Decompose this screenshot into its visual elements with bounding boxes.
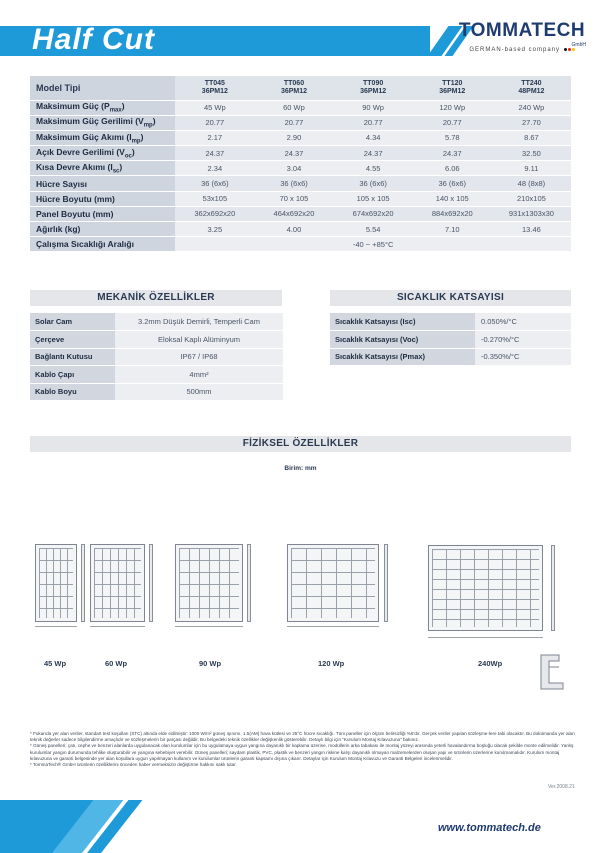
panel-side-view: [247, 544, 251, 622]
mechanical-table: [30, 313, 283, 401]
spec-cell: 70 x 105: [254, 191, 333, 206]
spec-row-label: Panel Boyutu (mm): [30, 206, 175, 221]
mechanical-value: IP67 / IP68: [115, 348, 283, 366]
spec-row-label: Hücre Sayısı: [30, 176, 175, 191]
spec-cell: 362x692x20: [175, 206, 254, 221]
footnotes: [30, 731, 575, 768]
panel-label-90wp: 90 Wp: [199, 659, 222, 668]
dimension-line: [428, 637, 543, 638]
temperature-label: Sıcaklık Katsayısı (Voc): [330, 331, 475, 349]
footnote: * TommaTech® GmbH ürünlerin özelliklerini önceden haber vermeksizin değiştirme hakkını saklı tutar.: [30, 762, 237, 768]
spec-cell: 7.10: [413, 222, 492, 237]
panel-label-45wp: 45 Wp: [44, 659, 67, 668]
mechanical-value: 3.2mm Düşük Demirli, Temperli Cam: [115, 313, 283, 331]
flag-dots-icon: [563, 47, 575, 51]
mechanical-value: 4mm²: [115, 366, 283, 384]
model-type-label: Model Tipi: [30, 76, 175, 100]
spec-cell: 4.34: [334, 130, 413, 145]
mechanical-value: 500mm: [115, 383, 283, 401]
spec-cell: 105 x 105: [334, 191, 413, 206]
spec-row: [30, 222, 571, 237]
mechanical-label: Kablo Boyu: [30, 383, 115, 401]
physical-section-title: FİZİKSEL ÖZELLİKLER: [30, 436, 571, 452]
spec-row-label: Açık Devre Gerilimi $(V_{oc})$: [30, 146, 175, 161]
spec-cell: 27.70: [492, 115, 571, 130]
model-header: TT120 36PM12: [413, 76, 492, 100]
spec-row: [30, 237, 571, 252]
panel-label-120wp: 120 Wp: [318, 659, 345, 668]
dimension-line: [35, 626, 77, 627]
dimension-line: [175, 626, 243, 627]
spec-row: [30, 100, 571, 115]
spec-cell: 24.37: [254, 146, 333, 161]
spec-row-label: Kısa Devre Akımı $(I_{sc})$: [30, 161, 175, 176]
model-header: TT060 36PM12: [254, 76, 333, 100]
spec-cell: 5.54: [334, 222, 413, 237]
mechanical-label: Solar Cam: [30, 313, 115, 331]
spec-cell: 36 (6x6): [334, 176, 413, 191]
mechanical-row: [30, 331, 283, 349]
spec-cell: 2.17: [175, 130, 254, 145]
spec-cell: 53x105: [175, 191, 254, 206]
spec-cell: 140 x 105: [413, 191, 492, 206]
logo-wordmark: TOMMATECH: [458, 20, 586, 41]
spec-cell: 4.00: [254, 222, 333, 237]
spec-row: [30, 161, 571, 176]
version-label: Ver.2008.21: [548, 784, 575, 790]
spec-cell: 3.25: [175, 222, 254, 237]
spec-cell: 240 Wp: [492, 100, 571, 115]
panel-label-240wp: 240Wp: [478, 659, 503, 668]
spec-row-label: Maksimum Güç Gerilimi $(V_{mp})$: [30, 115, 175, 130]
mechanical-label: Çerçeve: [30, 331, 115, 349]
panel-240wp-drawing: [428, 545, 543, 631]
spec-cell: 32.50: [492, 146, 571, 161]
spec-cell: 8.67: [492, 130, 571, 145]
temperature-label: Sıcaklık Katsayısı (Isc): [330, 313, 475, 331]
page-title: Half Cut: [32, 23, 155, 56]
spec-cell: -40 ~ +85°C: [175, 237, 571, 252]
mounting-bracket-icon: [537, 653, 567, 691]
logo-tagline-text: GERMAN-based company: [469, 47, 561, 53]
model-header: TT240 48PM12: [492, 76, 571, 100]
panel-side-view: [551, 545, 555, 631]
spec-cell: 5.78: [413, 130, 492, 145]
temperature-row: [330, 348, 571, 366]
mechanical-label: Bağlantı Kutusu: [30, 348, 115, 366]
spec-row: [30, 191, 571, 206]
spec-cell: 2.90: [254, 130, 333, 145]
mechanical-row: [30, 313, 283, 331]
spec-cell: 210x105: [492, 191, 571, 206]
temperature-label: Sıcaklık Katsayısı (Pmax): [330, 348, 475, 366]
spec-cell: 6.06: [413, 161, 492, 176]
spec-row-label: Maksimum Güç Akımı $(I_{mp})$: [30, 130, 175, 145]
spec-cell: 931x1303x30: [492, 206, 571, 221]
spec-cell: 60 Wp: [254, 100, 333, 115]
temperature-table: [330, 313, 571, 366]
footnote: * Güneş panelleri; çatı, cephe ve benzeri alanlarda uygulanacak olan kurulumlar için bu uygulamaya uygun yangına dayanıklı bir kaplama üzerine, modüllerin arka tabakası ile montaj yüzeyi arasında yeterli havalandırma boşluğu olacak şekilde monte edilmelidir. Yanlış kurulumlar yangın durumunda tehlike oluşturabilir ve yangına sebebiyet verebilir. Güneş panelleri; saydam plastik, PVC, plastik ve benzeri yangın riskine karşı dayanıklı olmayan malzemelerden oluşan yapı ve ürünlerin üzerlerine kurulmamalıdır. Kurulum montaj kılavuzuna ve garanti belgesinde yer alan koşullara uygun yapılmayan kullanım ve kurulumlar ürünlerin garanti kapsamı dışına çıkarır. Detaylar için Kurulum Montaj Kılavuzu ve Garanti Belgeleri incelenmelidir.: [30, 743, 574, 761]
dimension-line: [287, 626, 379, 627]
spec-cell: 20.77: [175, 115, 254, 130]
mechanical-section-title: MEKANİK ÖZELLİKLER: [30, 290, 282, 306]
spec-row-label: Hücre Boyutu (mm): [30, 191, 175, 206]
spec-cell: 20.77: [334, 115, 413, 130]
spec-row-label: Maksimum Güç $(P_{max})$: [30, 100, 175, 115]
mechanical-value: Eloksal Kaplı Alüminyum: [115, 331, 283, 349]
model-header: TT045 36PM12: [175, 76, 254, 100]
panel-side-view: [384, 544, 388, 622]
unit-label: Birim: mm: [284, 465, 317, 472]
spec-cell: 48 (8x8): [492, 176, 571, 191]
spec-cell: 45 Wp: [175, 100, 254, 115]
spec-cell: 36 (6x6): [175, 176, 254, 191]
brand-logo: [452, 20, 592, 53]
spec-row-label: Çalışma Sıcaklığı Aralığı: [30, 237, 175, 252]
panel-90wp-drawing: [175, 544, 243, 622]
temperature-value: -0.270%/°C: [475, 331, 571, 349]
spec-row: [30, 130, 571, 145]
logo-gmbh: GmbH: [571, 42, 586, 48]
mechanical-label: Kablo Çapı: [30, 366, 115, 384]
spec-row: [30, 115, 571, 130]
panel-120wp-drawing: [287, 544, 379, 622]
spec-cell: 464x692x20: [254, 206, 333, 221]
website-link[interactable]: www.tommatech.de: [438, 822, 541, 834]
spec-cell: 36 (6x6): [254, 176, 333, 191]
temperature-section-title: SICAKLIK KATSAYISI: [330, 290, 571, 306]
spec-cell: 20.77: [254, 115, 333, 130]
spec-row: [30, 206, 571, 221]
panel-45wp-drawing: [35, 544, 77, 622]
panel-side-view: [149, 544, 153, 622]
header: [0, 0, 601, 72]
spec-cell: 9.11: [492, 161, 571, 176]
spec-row: [30, 176, 571, 191]
spec-body: [30, 100, 571, 252]
temperature-row: [330, 313, 571, 331]
mechanical-row: [30, 366, 283, 384]
spec-cell: 90 Wp: [334, 100, 413, 115]
spec-cell: 20.77: [413, 115, 492, 130]
spec-cell: 674x692x20: [334, 206, 413, 221]
spec-header-row: [30, 76, 571, 100]
temperature-value: 0.050%/°C: [475, 313, 571, 331]
panel-label-60wp: 60 Wp: [105, 659, 128, 668]
spec-cell: 120 Wp: [413, 100, 492, 115]
spec-cell: 4.55: [334, 161, 413, 176]
spec-cell: 36 (6x6): [413, 176, 492, 191]
spec-cell: 3.04: [254, 161, 333, 176]
panel-60wp-drawing: [90, 544, 145, 622]
spec-cell: 13.46: [492, 222, 571, 237]
dimension-line: [90, 626, 145, 627]
spec-row: [30, 146, 571, 161]
spec-row-label: Ağırlık (kg): [30, 222, 175, 237]
spec-cell: 24.37: [175, 146, 254, 161]
model-header: TT090 36PM12: [334, 76, 413, 100]
mechanical-row: [30, 348, 283, 366]
spec-cell: 24.37: [334, 146, 413, 161]
spec-cell: 24.37: [413, 146, 492, 161]
spec-table: [30, 76, 571, 252]
temperature-value: -0.350%/°C: [475, 348, 571, 366]
mechanical-row: [30, 383, 283, 401]
spec-cell: 884x692x20: [413, 206, 492, 221]
panel-side-view: [81, 544, 85, 622]
spec-cell: 2.34: [175, 161, 254, 176]
footnote: * Fukarıda yer alan veriler, standart test koşulları (STC) altında elde edilmiştir: 1000 W/m² güneş ışınımı, 1.5(AM) hava kütlesi ve 25°C hücre sıcaklığı. Tüm paneller için ölçüm belirsizliği %6'dır. Gerçek veriler yapılan sözleşme-lere tabi olacaktır. Bu dokümanda yer alan teknik değerler sadece bilgilendirme amaçlıdır ve sözleşmelerin bir parçası değildir. Bu belgedeki teknik özellikler değişkenlik gösterebilir. Detaylı bilgi için "Kurulum Montaj Kılavuzuna" bakınız.: [30, 731, 575, 743]
temperature-row: [330, 331, 571, 349]
